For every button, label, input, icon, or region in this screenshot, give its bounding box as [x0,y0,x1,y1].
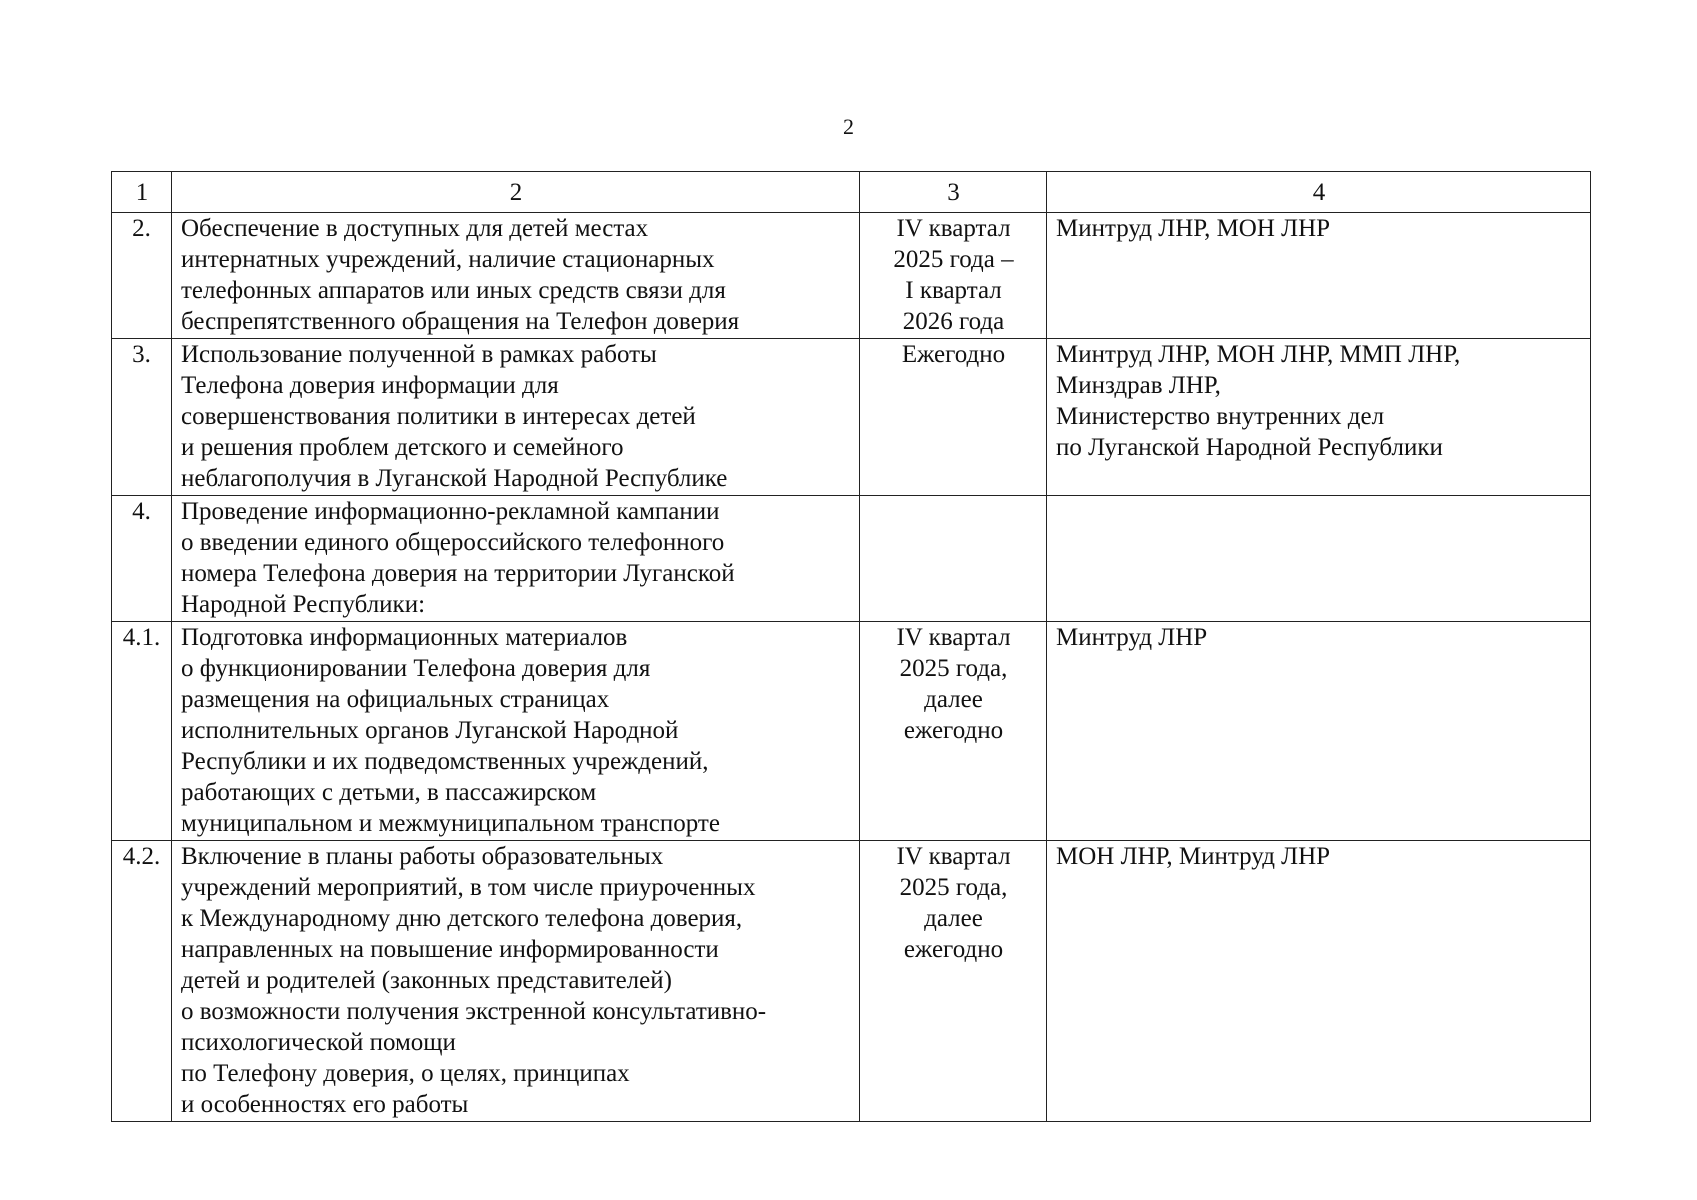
term-cell [860,339,1047,496]
activity-line: интернатных учреждений, наличие стационарных [181,246,715,273]
activity-line: о функционировании Телефона доверия для [181,655,651,682]
activity-line: Телефона доверия информации для [181,372,559,399]
activity-line: и решения проблем детского и семейного [181,434,624,461]
row-number-cell: 3. [112,339,172,496]
activity-line: Народной Республики: [181,591,426,618]
table-row [112,841,1591,1122]
term-line: 2025 года, [899,655,1008,682]
activity-line: и особенностях его работы [181,1091,469,1118]
activity-cell [172,213,860,339]
header-cell-responsible: 4 [1047,172,1591,213]
responsible-cell [1047,213,1591,339]
activity-line: направленных на повышение информированности [181,936,719,963]
activity-line: учреждений мероприятий, в том числе приуроченных [181,874,756,901]
term-line: ежегодно [903,936,1004,963]
term-line: 2026 года [902,308,1005,335]
activity-line: Использование полученной в рамках работы [181,341,657,368]
term-line: далее [924,686,983,713]
row-number-cell: 4.2. [112,841,172,1122]
activity-line: муниципальном и межмуниципальном транспорте [181,810,720,837]
activity-line: Республики и их подведомственных учреждений, [181,748,709,775]
activity-line: Подготовка информационных материалов [181,624,628,651]
activity-cell [172,841,860,1122]
responsible-line: МОН ЛНР, Минтруд ЛНР [1056,843,1331,870]
term-cell [860,622,1047,841]
activity-cell [172,496,860,622]
activity-line: работающих с детьми, в пассажирском [181,779,597,806]
term-line: 2025 года – [893,246,1014,273]
table-row [112,496,1591,622]
activity-line: беспрепятственного обращения на Телефон доверия [181,308,740,335]
activity-line: о введении единого общероссийского телефонного [181,529,725,556]
activity-line: совершенствования политики в интересах детей [181,403,696,430]
responsible-cell [1047,496,1591,622]
activity-line: номера Телефона доверия на территории Луганской [181,560,735,587]
activity-line: Включение в планы работы образовательных [181,843,664,870]
activity-line: телефонных аппаратов или иных средств связи для [181,277,726,304]
table-row [112,213,1591,339]
activity-cell [172,622,860,841]
header-cell-activity: 2 [172,172,860,213]
responsible-line: Минтруд ЛНР [1056,624,1208,651]
activity-line: размещения на официальных страницах [181,686,610,713]
table-row [112,339,1591,496]
table-header-row [112,172,1591,213]
table-row [112,622,1591,841]
responsible-line: Минтруд ЛНР, МОН ЛНР [1056,215,1331,242]
activity-cell [172,339,860,496]
term-line: IV квартал [896,843,1011,870]
responsible-cell [1047,841,1591,1122]
activities-table [111,171,1591,1122]
activity-line: психологической помощи [181,1029,456,1056]
activity-line: Обеспечение в доступных для детей местах [181,215,649,242]
row-number-cell: 4. [112,496,172,622]
responsible-line: Министерство внутренних дел [1056,403,1385,430]
term-line: далее [924,905,983,932]
term-line: IV квартал [896,624,1011,651]
header-cell-term: 3 [860,172,1047,213]
responsible-cell [1047,339,1591,496]
activity-line: к Международному дню детского телефона доверия, [181,905,743,932]
responsible-line: Минздрав ЛНР, [1056,372,1221,399]
term-cell [860,496,1047,622]
activity-line: по Телефону доверия, о целях, принципах [181,1060,630,1087]
term-cell [860,841,1047,1122]
term-line: ежегодно [903,717,1004,744]
row-number-cell: 4.1. [112,622,172,841]
activity-line: исполнительных органов Луганской Народной [181,717,679,744]
term-line: IV квартал [896,215,1011,242]
activity-line: детей и родителей (законных представителей) [181,967,672,994]
activity-line: о возможности получения экстренной консультативно- [181,998,767,1025]
term-line: I квартал [905,277,1002,304]
row-number-cell: 2. [112,213,172,339]
header-cell-number: 1 [112,172,172,213]
responsible-cell [1047,622,1591,841]
activity-line: неблагополучия в Луганской Народной Республике [181,465,728,492]
activity-line: Проведение информационно-рекламной кампании [181,498,720,525]
term-line: 2025 года, [899,874,1008,901]
term-line: Ежегодно [901,341,1006,368]
page-number: 2 [843,114,854,139]
term-cell [860,213,1047,339]
responsible-line: по Луганской Народной Республики [1056,434,1443,461]
responsible-line: Минтруд ЛНР, МОН ЛНР, ММП ЛНР, [1056,341,1461,368]
